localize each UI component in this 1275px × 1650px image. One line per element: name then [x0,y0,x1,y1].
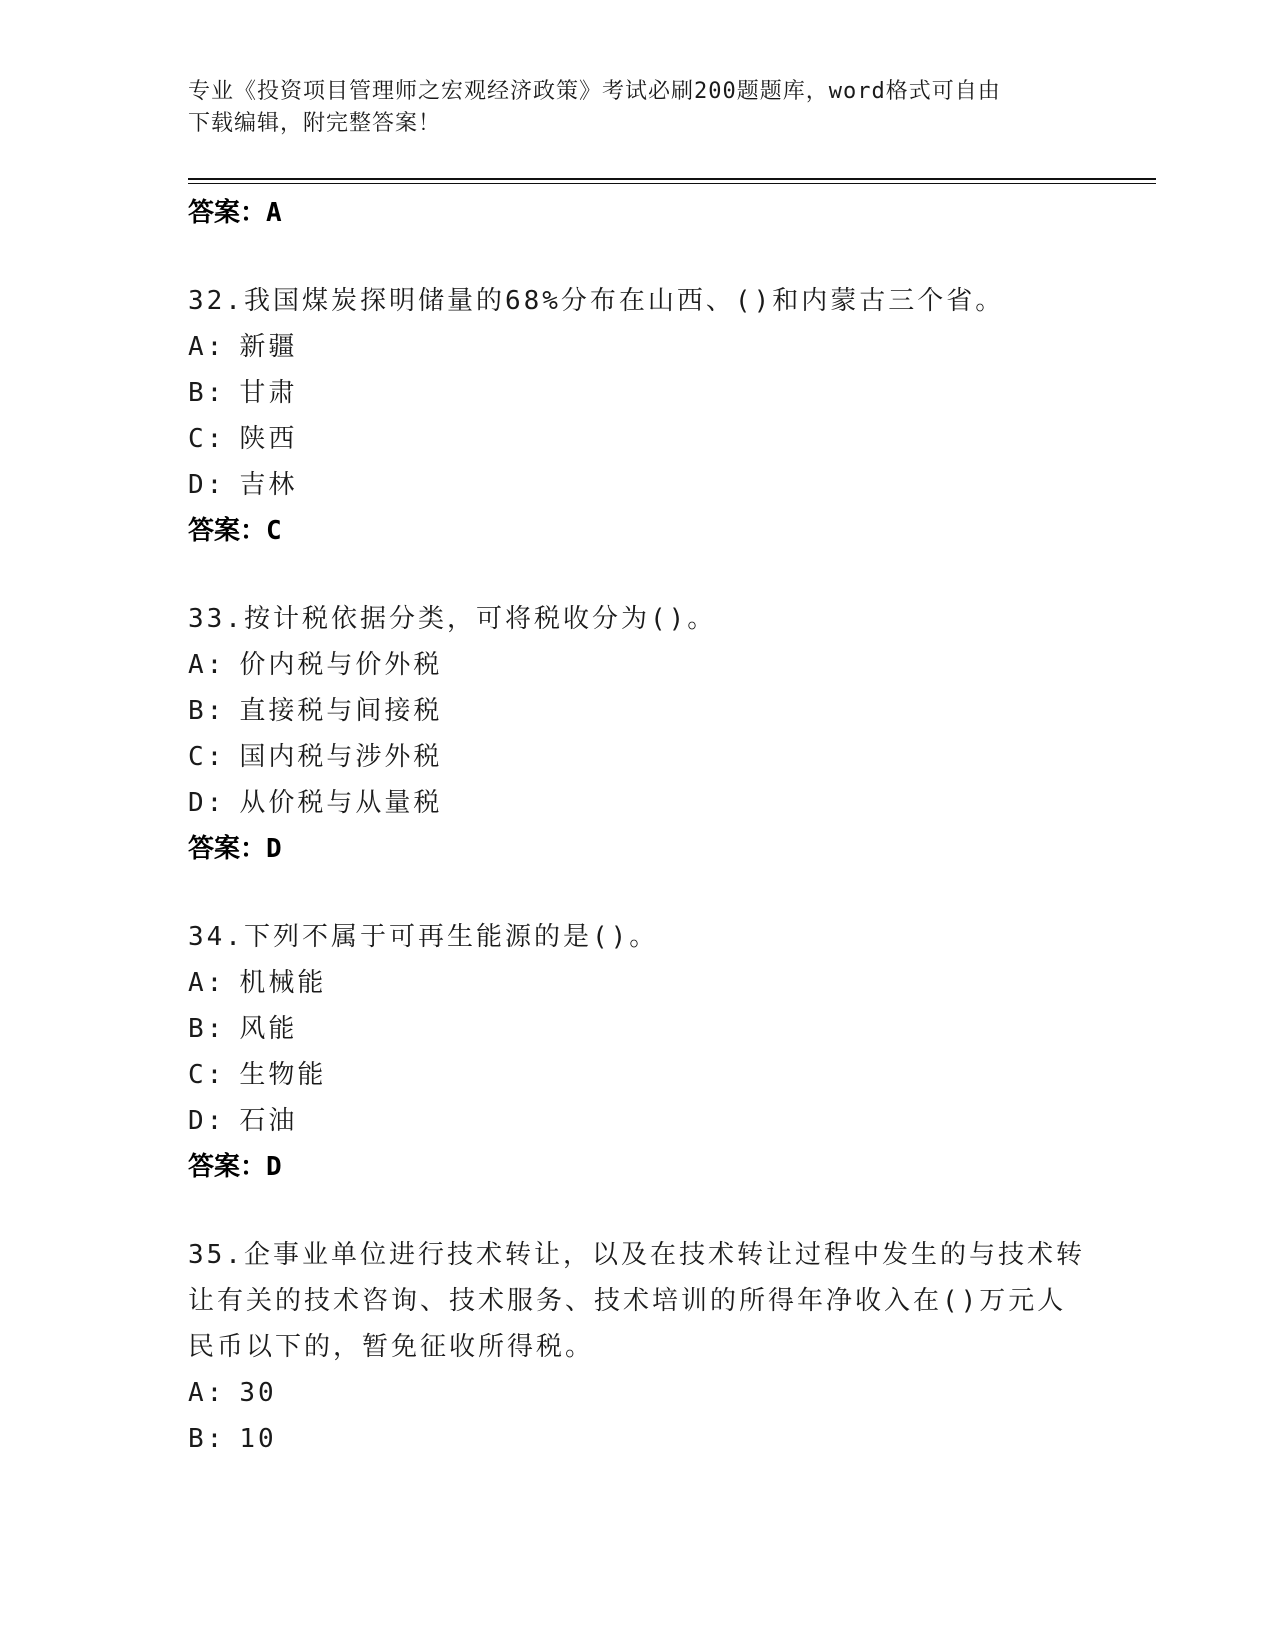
question-block [188,914,1088,1190]
option-list [188,960,1088,1144]
option-key: A: [188,968,226,998]
option-text: 10 [239,1424,277,1454]
option-item [188,1052,1088,1098]
option-key: A: [188,1378,226,1408]
option-text: 价内税与价外税 [239,650,443,680]
option-text: 机械能 [239,968,327,998]
option-key: A: [188,650,226,680]
answer-line [188,508,1088,554]
question-block [188,1232,1088,1462]
question-block [188,596,1088,872]
option-key: C: [188,742,226,772]
option-item [188,324,1088,370]
option-item [188,688,1088,734]
option-item [188,1370,1088,1416]
answer-value: C [266,516,282,546]
option-text: 从价税与从量税 [239,788,443,818]
question-text: 35.企事业单位进行技术转让，以及在技术转让过程中发生的与技术转让有关的技术咨询、技术服务、技术培训的所得年净收入在()万元人民币以下的，暂免征收所得税。 [188,1240,1085,1362]
answer-line [188,1144,1088,1190]
option-text: 直接税与间接税 [239,696,443,726]
question-list [188,190,1088,1462]
answer-line [188,826,1088,872]
option-item [188,462,1088,508]
option-list [188,1370,1088,1462]
answer-label: 答案： [188,834,267,864]
option-text: 新疆 [239,332,298,362]
answer-label: 答案： [188,516,267,546]
option-key: B: [188,1424,226,1454]
option-key: D: [188,470,226,500]
header-line-2: 下载编辑，附完整答案！ [188,111,442,136]
answer-value: D [266,1152,282,1182]
header-divider-thick [188,178,1156,180]
option-key: B: [188,1014,226,1044]
option-list [188,324,1088,508]
answer-value: A [266,198,282,228]
question-text: 33.按计税依据分类，可将税收分为()。 [188,604,717,634]
option-key: C: [188,1060,226,1090]
option-text: 吉林 [239,470,298,500]
option-key: D: [188,788,226,818]
option-text: 陕西 [239,424,298,454]
answer-value: D [266,834,282,864]
option-item [188,416,1088,462]
option-item [188,642,1088,688]
answer-label: 答案： [188,198,267,228]
option-text: 风能 [239,1014,298,1044]
option-key: C: [188,424,226,454]
header-divider-thin [188,183,1156,184]
question-block [188,278,1088,554]
option-key: B: [188,378,226,408]
option-text: 石油 [239,1106,298,1136]
question-text: 32.我国煤炭探明储量的68%分布在山西、()和内蒙古三个省。 [188,286,1005,316]
option-item [188,780,1088,826]
option-item [188,960,1088,1006]
option-text: 生物能 [239,1060,327,1090]
answer-line [188,190,1088,236]
option-key: D: [188,1106,226,1136]
question-text: 34.下列不属于可再生能源的是()。 [188,922,659,952]
document-header [188,76,1088,140]
option-item [188,370,1088,416]
option-key: B: [188,696,226,726]
option-item [188,734,1088,780]
option-item [188,1416,1088,1462]
answer-label: 答案： [188,1152,267,1182]
option-item [188,1098,1088,1144]
option-text: 国内税与涉外税 [239,742,443,772]
option-item [188,1006,1088,1052]
option-key: A: [188,332,226,362]
option-text: 甘肃 [239,378,298,408]
option-text: 30 [239,1378,277,1408]
header-line-1: 专业《投资项目管理师之宏观经济政策》考试必刷200题题库，word格式可自由 [188,79,1001,104]
option-list [188,642,1088,826]
